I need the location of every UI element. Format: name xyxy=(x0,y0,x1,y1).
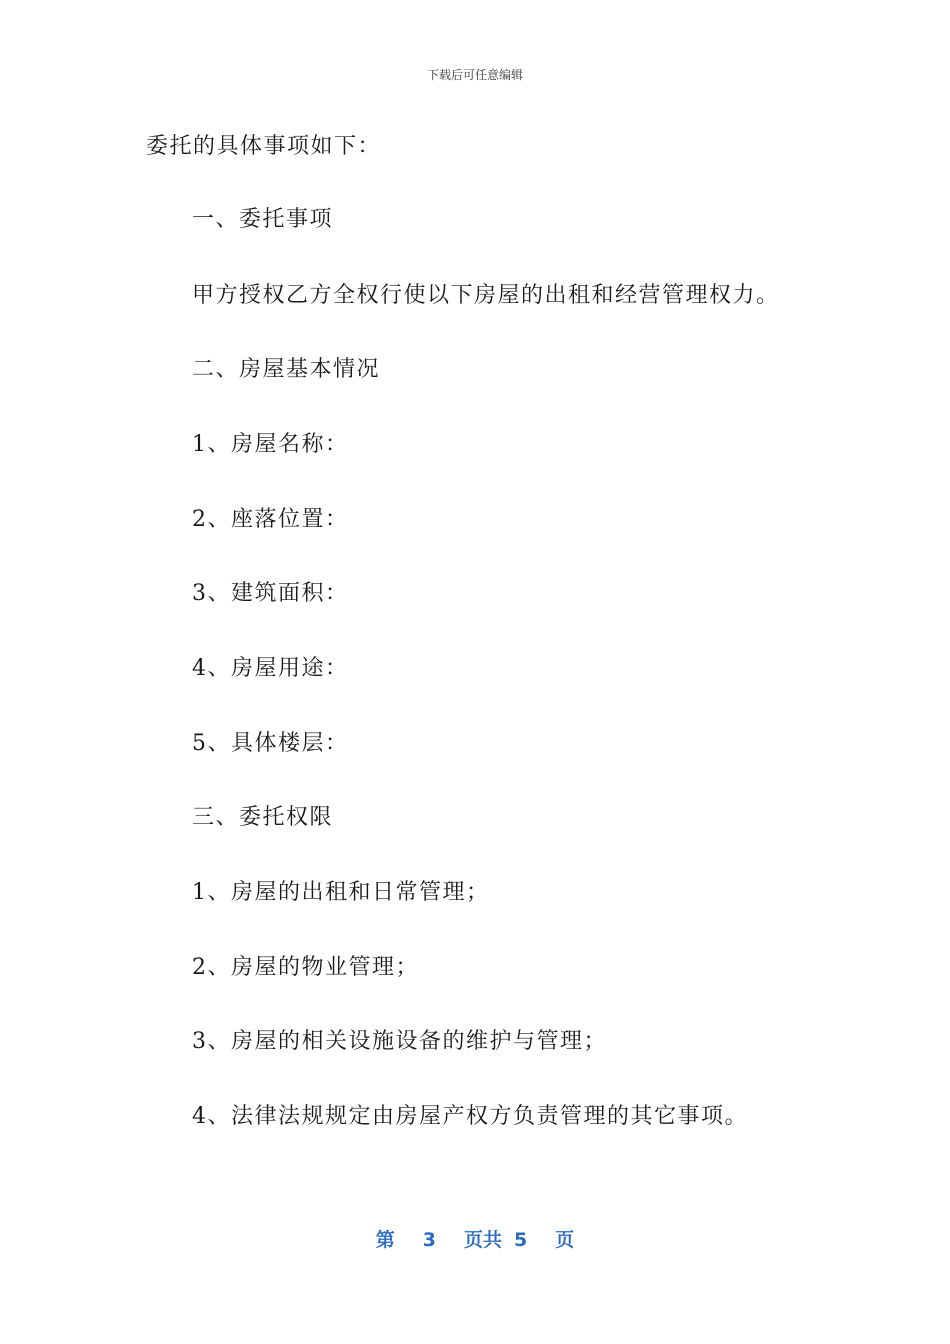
list-item-legal: 4、法律法规规定由房屋产权方负责管理的其它事项。 xyxy=(192,1104,748,1129)
paragraph-authorization: 甲方授权乙方全权行使以下房屋的出租和经营管理权力。 xyxy=(192,283,780,308)
footer-page-suffix: 页 xyxy=(555,1229,575,1251)
footer-total-pages: 5 xyxy=(514,1229,528,1251)
list-item-area: 3、建筑面积： xyxy=(192,581,349,606)
section-heading-1: 一、委托事项 xyxy=(192,207,334,232)
list-item-property-mgmt: 2、房屋的物业管理； xyxy=(192,955,419,980)
list-item-house-name: 1、房屋名称： xyxy=(192,432,349,457)
page-header-note: 下载后可任意编辑 xyxy=(426,68,523,82)
footer-of-word: 页共 xyxy=(463,1229,502,1251)
section-heading-3: 三、委托权限 xyxy=(192,805,334,830)
page-footer xyxy=(0,1225,950,1252)
list-item-rental: 1、房屋的出租和日常管理； xyxy=(192,880,490,905)
list-item-location: 2、座落位置： xyxy=(192,507,349,532)
section-heading-2: 二、房屋基本情况 xyxy=(192,357,381,382)
footer-page-number: 3 xyxy=(422,1229,436,1251)
list-item-usage: 4、房屋用途： xyxy=(192,656,349,681)
list-item-floor: 5、具体楼层： xyxy=(192,731,349,756)
footer-page-word: 第 xyxy=(375,1229,395,1251)
list-item-maintenance: 3、房屋的相关设施设备的维护与管理； xyxy=(192,1029,607,1054)
intro-line: 委托的具体事项如下： xyxy=(146,134,382,159)
